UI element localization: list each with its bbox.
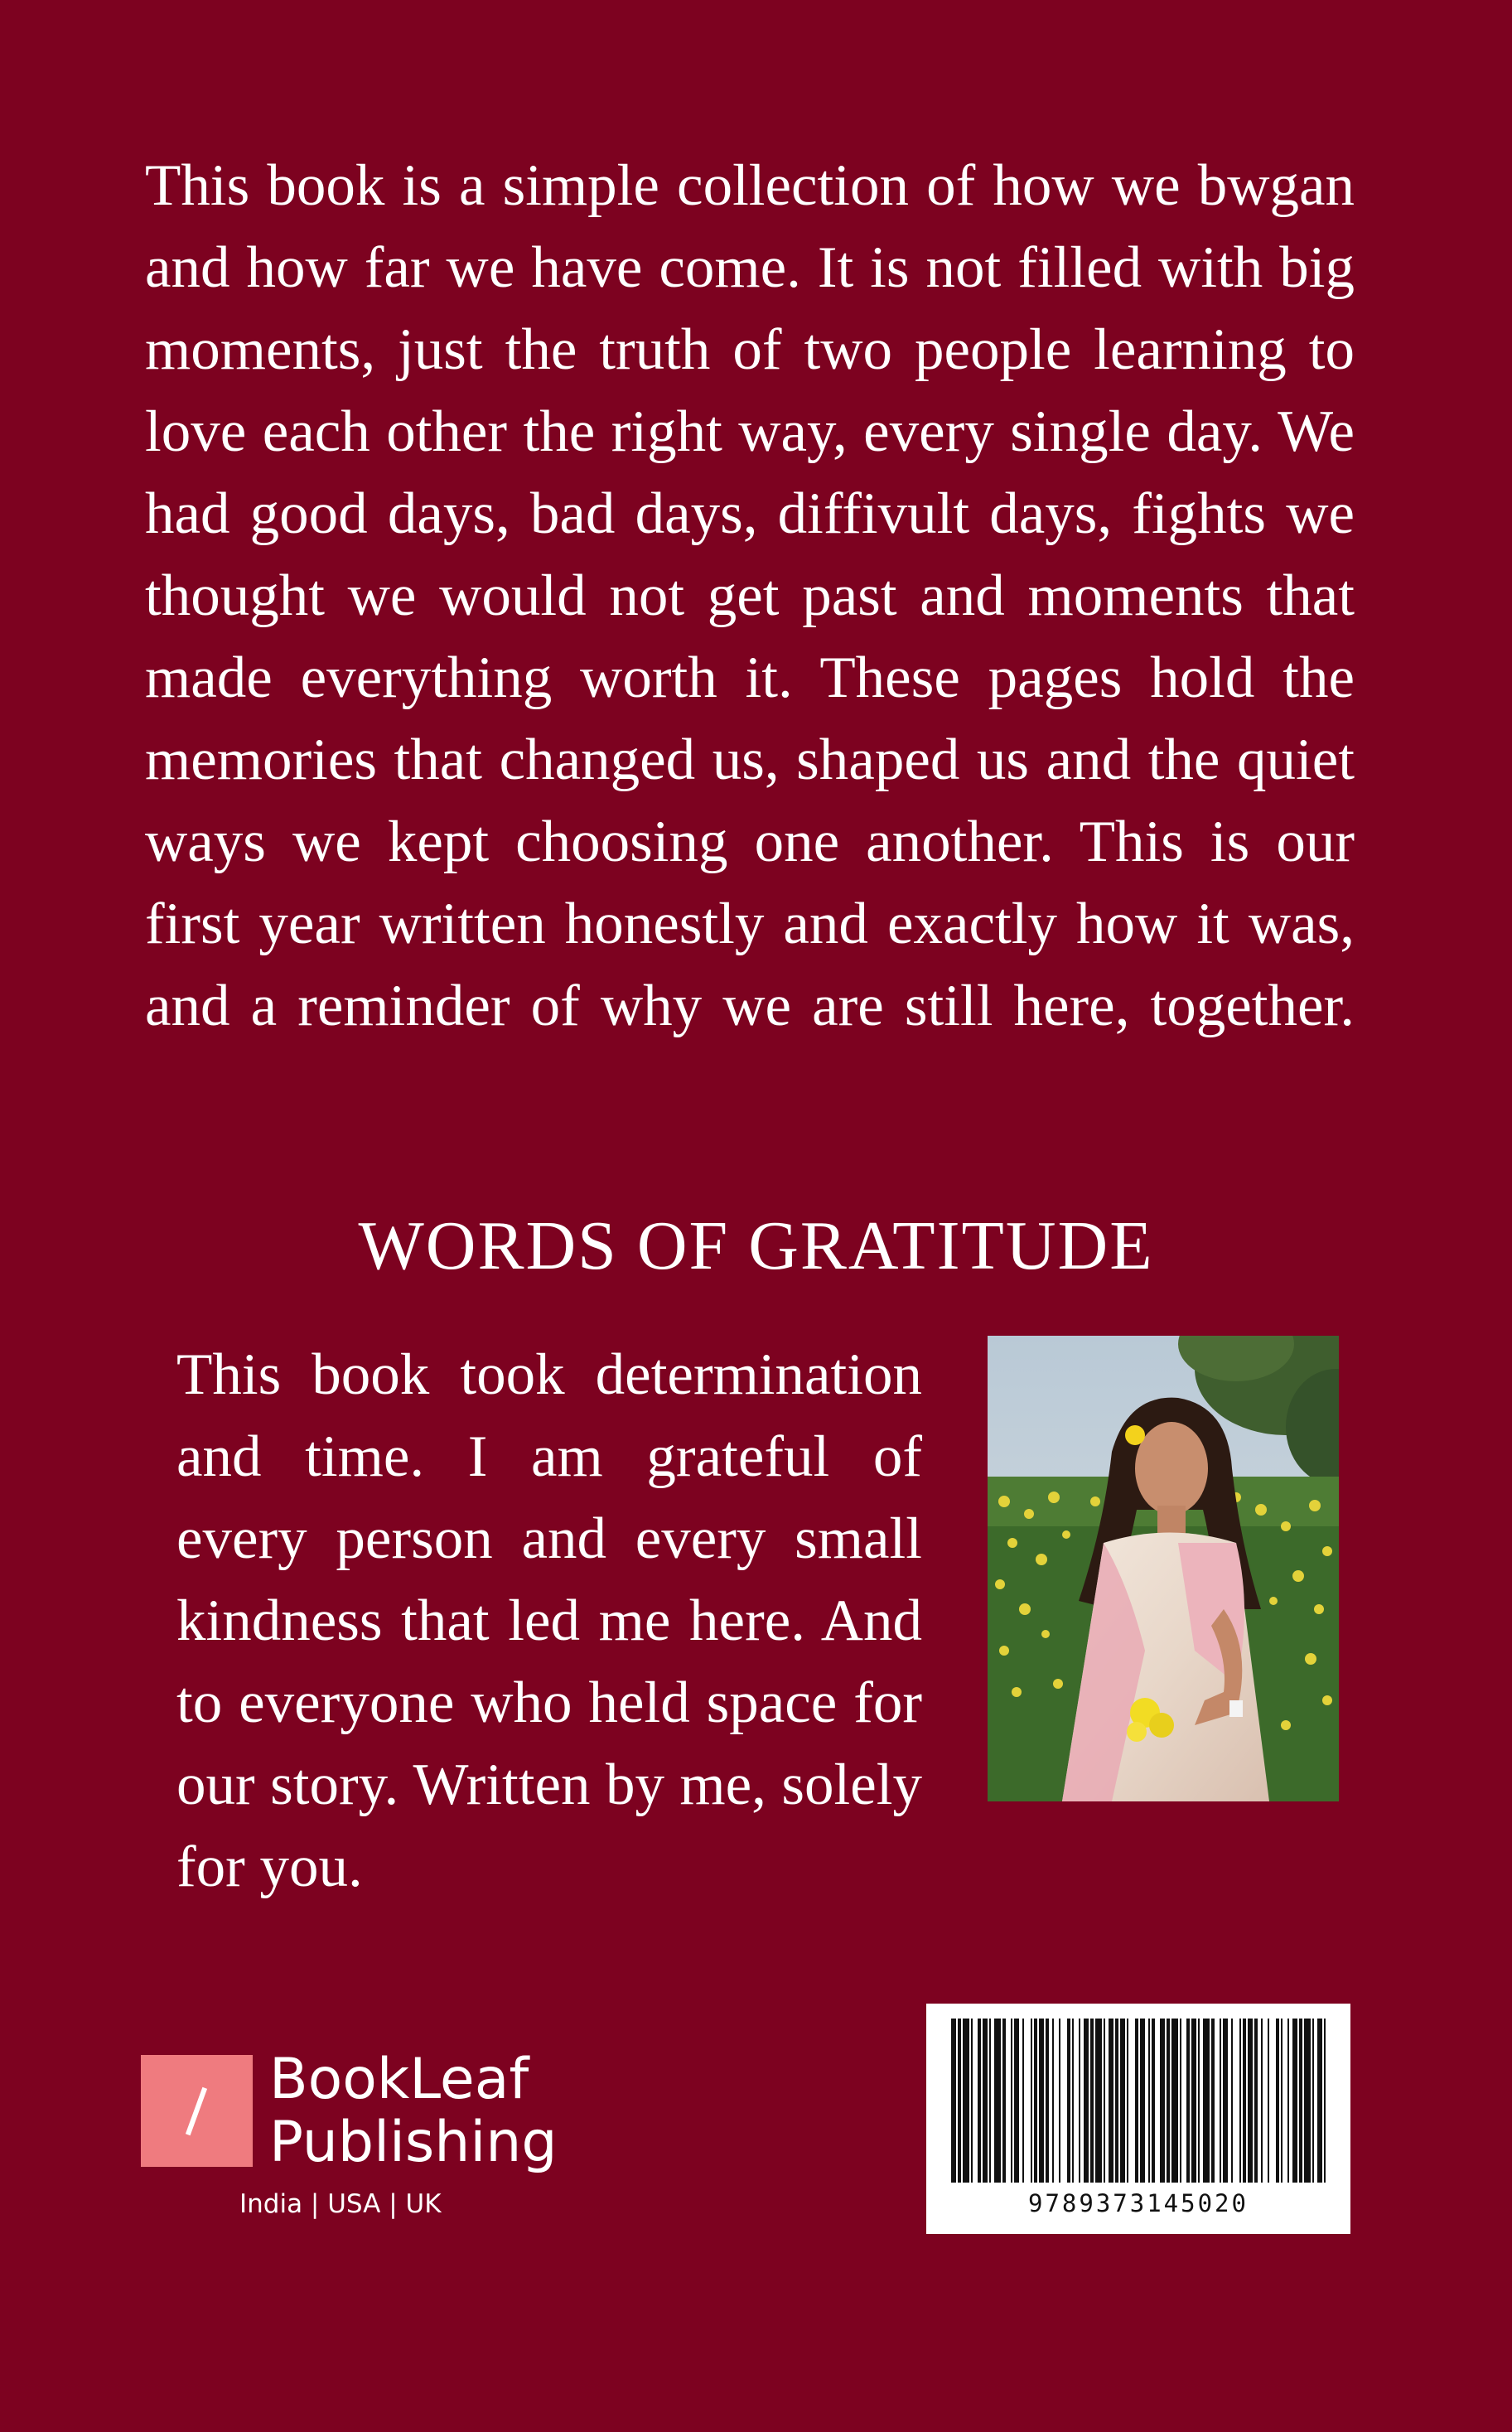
publisher-name-line2: Publishing: [269, 2110, 558, 2175]
publisher-regions: India | USA | UK: [239, 2189, 442, 2219]
publisher-logo: [141, 2047, 572, 2237]
author-photo: [988, 1336, 1339, 1801]
isbn-number: 9789373145020: [1028, 2189, 1249, 2217]
publisher-name-line1: BookLeaf: [269, 2047, 529, 2112]
gratitude-text: This book took determination and time. I am grateful of every person and every small kindness that led me here. And to everyone who held space for our story. Written by me, solely for you.: [176, 1342, 922, 1899]
gratitude-heading: WORDS OF GRATITUDE: [358, 1207, 1154, 1284]
back-cover-blurb: This book is a simple collection of how we bwgan and how far we have come. It is not filled with big moments, just the truth of two people learning to love each other the right way, every single day. We had good days, bad days, diffivult days, fights we thought we would not get past and moments that made everything worth it. These pages hold the memories that changed us, shaped us and the quiet ways we kept choosing one another. This is our first year written honestly and exactly how it was, and a reminder of why we are still here, together.: [145, 153, 1355, 1038]
publisher-mark-icon: [141, 2055, 253, 2167]
isbn-barcode: [926, 2004, 1350, 2234]
publisher-name: [269, 2048, 558, 2174]
